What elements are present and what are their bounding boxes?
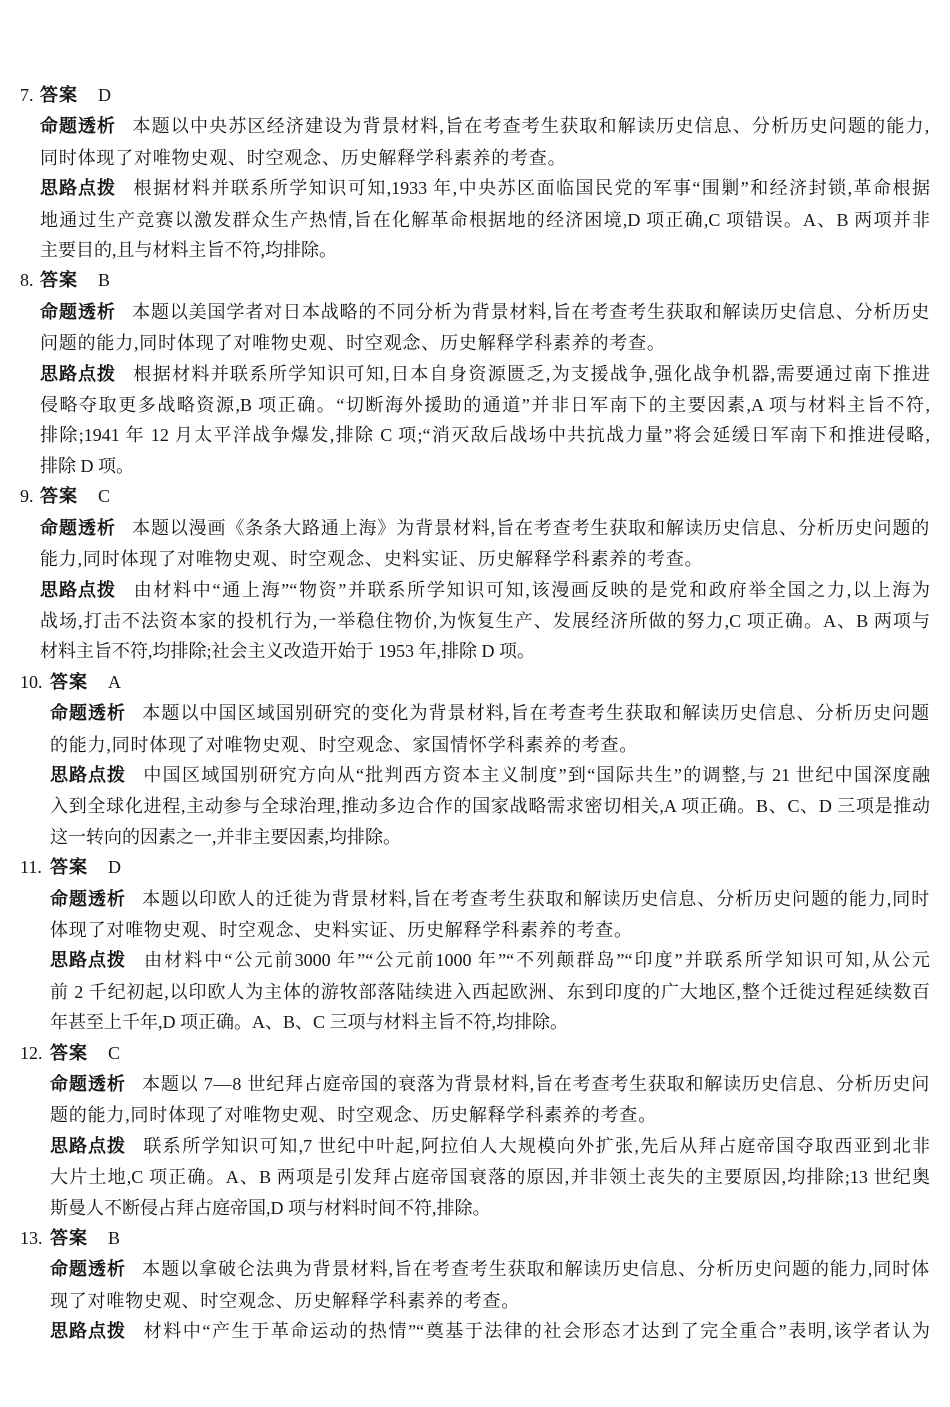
reasoning-label: 思路点拨 <box>50 950 126 972</box>
analysis-line <box>40 513 930 544</box>
analysis-paragraph <box>40 297 930 359</box>
reasoning-line <box>50 822 930 852</box>
reasoning-label: 思路点拨 <box>40 178 116 200</box>
question-number: 12. <box>20 1042 43 1063</box>
answer-item-11 <box>0 852 950 1037</box>
reasoning-line <box>50 1162 930 1192</box>
analysis-text: 同时体现了对唯物史观、时空观念、历史解释学科素养的考查。 <box>40 147 567 168</box>
question-number: 11. <box>20 857 42 878</box>
reasoning-text: 中国区域国别研究方向从“批判西方资本主义制度”到“国际共生”的调整,与 21 世纪中国深度融 <box>142 764 930 785</box>
analysis-line <box>50 698 930 729</box>
analysis-paragraph <box>40 513 930 575</box>
reasoning-text: 由材料中“通上海”“物资”并联系所学知识可知,该漫画反映的是党和政府举全国之力,以上海为 <box>132 579 930 600</box>
reasoning-line <box>40 420 930 450</box>
reasoning-paragraph <box>50 945 930 1037</box>
analysis-text: 体现了对唯物史观、时空观念、史料实证、历史解释学科素养的考查。 <box>50 919 633 940</box>
reasoning-paragraph <box>50 1316 930 1347</box>
analysis-text: 题的能力,同时体现了对唯物史观、时空观念、历史解释学科素养的考查。 <box>50 1105 657 1126</box>
analysis-label: 命题透析 <box>40 301 116 323</box>
answer-label: 答案 <box>50 1042 88 1064</box>
answer-label: 答案 <box>50 857 88 879</box>
answer-line <box>20 667 950 698</box>
answer-label: 答案 <box>40 270 78 292</box>
analysis-label: 命题透析 <box>40 116 116 138</box>
analysis-line <box>50 1286 930 1316</box>
reasoning-text: 地通过生产竞赛以激发群众生产热情,旨在化解革命根据地的经济困境,D 项正确,C 项错误。A、B 两项并非 <box>40 209 930 230</box>
reasoning-line <box>40 205 930 235</box>
reasoning-text: 排除;1941 年 12 月太平洋战争爆发,排除 C 项;“消灭敌后战场中共抗战力量”将会延缓日军南下和推进侵略, <box>40 425 930 446</box>
answer-item-9 <box>0 481 950 666</box>
reasoning-paragraph <box>50 1131 930 1223</box>
analysis-line <box>50 1100 930 1130</box>
analysis-text: 现了对唯物史观、时空观念、历史解释学科素养的考查。 <box>50 1290 520 1311</box>
answer-label: 答案 <box>50 1228 88 1250</box>
analysis-line <box>50 1069 930 1100</box>
reasoning-text: 入到全球化进程,主动参与全球治理,推动多边合作的国家战略需求密切相关,A 项正确。B、C、D 三项是推动 <box>50 796 930 817</box>
answer-item-7 <box>0 80 950 265</box>
answer-line <box>20 481 950 512</box>
analysis-text: 本题以拿破仑法典为背景材料,旨在考查考生获取和解读历史信息、分析历史问题的能力,同时体 <box>142 1259 930 1280</box>
analysis-label: 命题透析 <box>50 888 126 910</box>
analysis-label: 命题透析 <box>40 517 116 539</box>
answer-line <box>20 80 950 111</box>
analysis-paragraph <box>40 111 930 173</box>
answer-choice: D <box>108 857 121 878</box>
analysis-label: 命题透析 <box>50 1074 126 1095</box>
question-number: 8. <box>20 270 34 291</box>
analysis-text: 问题的能力,同时体现了对唯物史观、时空观念、历史解释学科素养的考查。 <box>40 333 666 354</box>
reasoning-label: 思路点拨 <box>40 363 116 385</box>
reasoning-text: 根据材料并联系所学知识可知,1933 年,中央苏区面临国民党的军事“围剿”和经济封锁,革命根据 <box>132 178 930 199</box>
reasoning-line <box>40 173 930 204</box>
answer-choice: D <box>98 85 111 105</box>
reasoning-line <box>50 977 930 1007</box>
reasoning-text: 材料中“产生于革命运动的热情”“奠基于法律的社会形态才达到了完全重合”表明,该学者认为 <box>142 1321 930 1342</box>
reasoning-line <box>50 760 930 791</box>
reasoning-paragraph <box>40 359 930 482</box>
analysis-label: 命题透析 <box>50 703 126 725</box>
reasoning-line <box>40 606 930 636</box>
answer-label: 答案 <box>50 671 88 693</box>
answer-item-8 <box>0 265 950 481</box>
reasoning-line <box>40 575 930 606</box>
answer-item-10 <box>0 667 950 852</box>
analysis-paragraph <box>50 1254 930 1316</box>
reasoning-line <box>50 1193 930 1223</box>
analysis-text: 本题以中国区域国别研究的变化为背景材料,旨在考查考生获取和解读历史信息、分析历史问题 <box>142 703 930 724</box>
answer-line <box>20 1038 950 1069</box>
reasoning-paragraph <box>40 173 930 265</box>
analysis-line <box>40 297 930 328</box>
analysis-text: 本题以漫画《条条大路通上海》为背景材料,旨在考查考生获取和解读历史信息、分析历史问题的 <box>132 517 930 538</box>
analysis-line <box>50 1254 930 1285</box>
reasoning-label: 思路点拨 <box>50 764 126 786</box>
analysis-paragraph <box>50 884 930 946</box>
answer-item-13 <box>0 1223 950 1348</box>
reasoning-text: 材料主旨不符,均排除;社会主义改造开始于 1953 年,排除 D 项。 <box>40 641 535 662</box>
reasoning-text: 主要目的,且与材料主旨不符,均排除。 <box>40 240 337 261</box>
reasoning-line <box>50 1316 930 1347</box>
analysis-label: 命题透析 <box>50 1259 126 1281</box>
reasoning-text: 战场,打击不法资本家的投机行为,一举稳住物价,为恢复生产、发展经济所做的努力,C 项正确。A、B 两项与 <box>40 610 930 631</box>
analysis-line <box>40 111 930 142</box>
analysis-line <box>40 544 930 574</box>
reasoning-line <box>50 791 930 821</box>
analysis-text: 本题以 7—8 世纪拜占庭帝国的衰落为背景材料,旨在考查考生获取和解读历史信息、分析历史问 <box>142 1074 930 1094</box>
reasoning-text: 前 2 千纪初起,以印欧人为主体的游牧部落陆续进入西起欧洲、东到印度的广大地区,整个迁徙过程延续数百 <box>50 981 930 1002</box>
reasoning-line <box>40 636 930 666</box>
analysis-line <box>50 915 930 945</box>
answer-choice: B <box>108 1228 121 1249</box>
answer-item-12 <box>0 1038 950 1223</box>
answer-line <box>20 852 950 883</box>
answer-choice: A <box>108 671 121 692</box>
reasoning-line <box>40 390 930 420</box>
reasoning-line <box>40 235 930 265</box>
analysis-paragraph <box>50 698 930 760</box>
question-number: 7. <box>20 85 34 105</box>
analysis-text: 本题以中央苏区经济建设为背景材料,旨在考查考生获取和解读历史信息、分析历史问题的能力, <box>132 116 930 137</box>
reasoning-text: 年甚至上千年,D 项正确。A、B、C 三项与材料主旨不符,均排除。 <box>50 1012 569 1033</box>
reasoning-text: 联系所学知识可知,7 世纪中叶起,阿拉伯人大规模向外扩张,先后从拜占庭帝国夺取西亚到北非 <box>142 1135 930 1156</box>
answer-line <box>20 265 950 296</box>
analysis-text: 本题以印欧人的迁徙为背景材料,旨在考查考生获取和解读历史信息、分析历史问题的能力,同时 <box>142 888 930 909</box>
reasoning-label: 思路点拨 <box>50 1135 126 1157</box>
answer-choice: B <box>98 270 111 291</box>
question-number: 9. <box>20 486 34 507</box>
reasoning-paragraph <box>40 575 930 667</box>
reasoning-text: 由材料中“公元前3000 年”“公元前1000 年”“不列颠群岛”“印度”并联系所学知识可知,从公元 <box>142 950 930 971</box>
answer-label: 答案 <box>40 85 78 106</box>
reasoning-label: 思路点拨 <box>40 579 116 601</box>
analysis-paragraph <box>50 1069 930 1131</box>
reasoning-text: 这一转向的因素之一,并非主要因素,均排除。 <box>50 826 401 847</box>
reasoning-line <box>40 359 930 390</box>
reasoning-label: 思路点拨 <box>50 1321 126 1343</box>
analysis-line <box>40 328 930 358</box>
analysis-text: 本题以美国学者对日本战略的不同分析为背景材料,旨在考查考生获取和解读历史信息、分析历史 <box>132 301 930 322</box>
answer-line <box>20 1223 950 1254</box>
reasoning-line <box>50 1131 930 1162</box>
analysis-text: 的能力,同时体现了对唯物史观、时空观念、家国情怀学科素养的考查。 <box>50 734 639 755</box>
reasoning-text: 根据材料并联系所学知识可知,日本自身资源匮乏,为支援战争,强化战争机器,需要通过南下推进 <box>132 363 930 384</box>
question-number: 13. <box>20 1228 43 1249</box>
reasoning-text: 侵略夺取更多战略资源,B 项正确。“切断海外援助的通道”并非日军南下的主要因素,A 项与材料主旨不符, <box>40 395 930 416</box>
analysis-line <box>50 884 930 915</box>
reasoning-text: 大片土地,C 项正确。A、B 两项是引发拜占庭帝国衰落的原因,并非领土丧失的主要原因,均排除;13 世纪奥 <box>50 1167 930 1188</box>
answer-label: 答案 <box>40 486 78 508</box>
reasoning-paragraph <box>50 760 930 852</box>
analysis-line <box>40 143 930 173</box>
question-number: 10. <box>20 671 43 692</box>
analysis-text: 能力,同时体现了对唯物史观、时空观念、史料实证、历史解释学科素养的考查。 <box>40 549 704 570</box>
reasoning-text: 排除 D 项。 <box>40 455 134 476</box>
reasoning-line <box>50 1007 930 1037</box>
answer-choice: C <box>98 486 111 507</box>
answer-choice: C <box>108 1042 121 1063</box>
analysis-line <box>50 730 930 760</box>
reasoning-line <box>50 945 930 976</box>
reasoning-text: 斯曼人不断侵占拜占庭帝国,D 项与材料时间不符,排除。 <box>50 1197 491 1218</box>
reasoning-line <box>40 451 930 481</box>
